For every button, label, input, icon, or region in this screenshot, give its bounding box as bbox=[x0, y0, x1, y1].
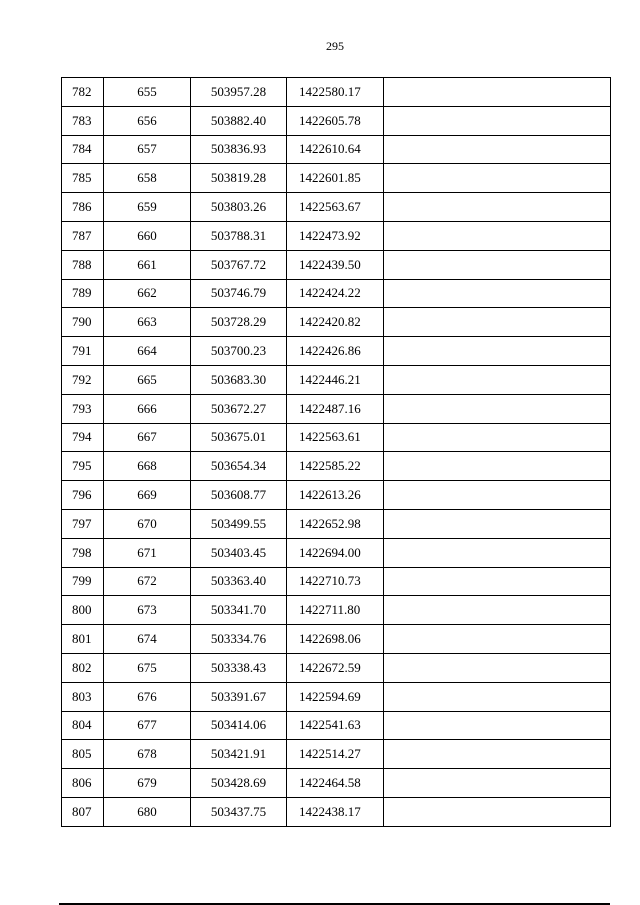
table-row bbox=[62, 250, 611, 279]
cell-row-index: 807 bbox=[62, 797, 104, 826]
table-row bbox=[62, 625, 611, 654]
cell-x-coordinate: 503882.40 bbox=[191, 106, 287, 135]
cell-y-coordinate: 1422580.17 bbox=[287, 78, 384, 107]
cell-point-number: 677 bbox=[104, 711, 191, 740]
cell-x-coordinate: 503675.01 bbox=[191, 423, 287, 452]
cell-y-coordinate: 1422541.63 bbox=[287, 711, 384, 740]
cell-row-index: 787 bbox=[62, 221, 104, 250]
cell-x-coordinate: 503803.26 bbox=[191, 193, 287, 222]
table-row bbox=[62, 135, 611, 164]
table-row bbox=[62, 337, 611, 366]
cell-row-index: 791 bbox=[62, 337, 104, 366]
cell-note bbox=[384, 221, 611, 250]
cell-row-index: 799 bbox=[62, 567, 104, 596]
cell-y-coordinate: 1422613.26 bbox=[287, 481, 384, 510]
cell-point-number: 657 bbox=[104, 135, 191, 164]
cell-row-index: 798 bbox=[62, 538, 104, 567]
cell-note bbox=[384, 711, 611, 740]
table-row bbox=[62, 452, 611, 481]
cell-row-index: 788 bbox=[62, 250, 104, 279]
cell-note bbox=[384, 423, 611, 452]
cell-point-number: 671 bbox=[104, 538, 191, 567]
cell-note bbox=[384, 740, 611, 769]
cell-x-coordinate: 503767.72 bbox=[191, 250, 287, 279]
cell-x-coordinate: 503414.06 bbox=[191, 711, 287, 740]
cell-row-index: 804 bbox=[62, 711, 104, 740]
cell-row-index: 784 bbox=[62, 135, 104, 164]
cell-note bbox=[384, 106, 611, 135]
cell-point-number: 673 bbox=[104, 596, 191, 625]
cell-row-index: 797 bbox=[62, 509, 104, 538]
cell-x-coordinate: 503654.34 bbox=[191, 452, 287, 481]
table-row bbox=[62, 769, 611, 798]
cell-y-coordinate: 1422698.06 bbox=[287, 625, 384, 654]
cell-y-coordinate: 1422711.80 bbox=[287, 596, 384, 625]
cell-x-coordinate: 503608.77 bbox=[191, 481, 287, 510]
table-row bbox=[62, 538, 611, 567]
table-body bbox=[62, 78, 611, 827]
cell-row-index: 782 bbox=[62, 78, 104, 107]
cell-row-index: 796 bbox=[62, 481, 104, 510]
cell-note bbox=[384, 337, 611, 366]
cell-y-coordinate: 1422439.50 bbox=[287, 250, 384, 279]
cell-y-coordinate: 1422563.61 bbox=[287, 423, 384, 452]
cell-row-index: 790 bbox=[62, 308, 104, 337]
cell-y-coordinate: 1422710.73 bbox=[287, 567, 384, 596]
cell-y-coordinate: 1422585.22 bbox=[287, 452, 384, 481]
cell-y-coordinate: 1422420.82 bbox=[287, 308, 384, 337]
cell-x-coordinate: 503836.93 bbox=[191, 135, 287, 164]
table-row bbox=[62, 711, 611, 740]
cell-x-coordinate: 503428.69 bbox=[191, 769, 287, 798]
cell-point-number: 674 bbox=[104, 625, 191, 654]
cell-y-coordinate: 1422610.64 bbox=[287, 135, 384, 164]
cell-note bbox=[384, 596, 611, 625]
table-row bbox=[62, 653, 611, 682]
table-row bbox=[62, 423, 611, 452]
page-number: 295 bbox=[326, 39, 344, 53]
cell-point-number: 669 bbox=[104, 481, 191, 510]
cell-note bbox=[384, 481, 611, 510]
table-row bbox=[62, 481, 611, 510]
cell-note bbox=[384, 78, 611, 107]
cell-note bbox=[384, 365, 611, 394]
cell-point-number: 679 bbox=[104, 769, 191, 798]
cell-point-number: 680 bbox=[104, 797, 191, 826]
cell-x-coordinate: 503338.43 bbox=[191, 653, 287, 682]
cell-row-index: 792 bbox=[62, 365, 104, 394]
cell-y-coordinate: 1422563.67 bbox=[287, 193, 384, 222]
cell-y-coordinate: 1422424.22 bbox=[287, 279, 384, 308]
cell-x-coordinate: 503683.30 bbox=[191, 365, 287, 394]
cell-row-index: 803 bbox=[62, 682, 104, 711]
cell-y-coordinate: 1422694.00 bbox=[287, 538, 384, 567]
cell-note bbox=[384, 135, 611, 164]
cell-x-coordinate: 503403.45 bbox=[191, 538, 287, 567]
cell-x-coordinate: 503728.29 bbox=[191, 308, 287, 337]
cell-x-coordinate: 503499.55 bbox=[191, 509, 287, 538]
cell-note bbox=[384, 509, 611, 538]
cell-point-number: 664 bbox=[104, 337, 191, 366]
cell-note bbox=[384, 653, 611, 682]
cell-note bbox=[384, 538, 611, 567]
cell-row-index: 789 bbox=[62, 279, 104, 308]
cell-point-number: 656 bbox=[104, 106, 191, 135]
table-row bbox=[62, 596, 611, 625]
cell-x-coordinate: 503746.79 bbox=[191, 279, 287, 308]
cell-point-number: 668 bbox=[104, 452, 191, 481]
cell-x-coordinate: 503700.23 bbox=[191, 337, 287, 366]
cell-x-coordinate: 503672.27 bbox=[191, 394, 287, 423]
cell-point-number: 662 bbox=[104, 279, 191, 308]
cell-note bbox=[384, 250, 611, 279]
cell-row-index: 785 bbox=[62, 164, 104, 193]
table-row bbox=[62, 365, 611, 394]
cell-row-index: 786 bbox=[62, 193, 104, 222]
cell-point-number: 672 bbox=[104, 567, 191, 596]
cell-note bbox=[384, 769, 611, 798]
table-row bbox=[62, 106, 611, 135]
cell-y-coordinate: 1422426.86 bbox=[287, 337, 384, 366]
cell-y-coordinate: 1422601.85 bbox=[287, 164, 384, 193]
cell-x-coordinate: 503957.28 bbox=[191, 78, 287, 107]
cell-row-index: 806 bbox=[62, 769, 104, 798]
table-row bbox=[62, 394, 611, 423]
cell-y-coordinate: 1422652.98 bbox=[287, 509, 384, 538]
coordinates-table bbox=[61, 77, 611, 827]
cell-y-coordinate: 1422473.92 bbox=[287, 221, 384, 250]
cell-note bbox=[384, 567, 611, 596]
cell-note bbox=[384, 394, 611, 423]
table-row bbox=[62, 740, 611, 769]
table-row bbox=[62, 509, 611, 538]
cell-x-coordinate: 503363.40 bbox=[191, 567, 287, 596]
cell-point-number: 678 bbox=[104, 740, 191, 769]
cell-y-coordinate: 1422438.17 bbox=[287, 797, 384, 826]
cell-note bbox=[384, 279, 611, 308]
cell-point-number: 666 bbox=[104, 394, 191, 423]
cell-note bbox=[384, 797, 611, 826]
cell-note bbox=[384, 164, 611, 193]
cell-point-number: 667 bbox=[104, 423, 191, 452]
cell-point-number: 658 bbox=[104, 164, 191, 193]
cell-row-index: 783 bbox=[62, 106, 104, 135]
cell-y-coordinate: 1422464.58 bbox=[287, 769, 384, 798]
cell-x-coordinate: 503819.28 bbox=[191, 164, 287, 193]
cell-x-coordinate: 503421.91 bbox=[191, 740, 287, 769]
cell-y-coordinate: 1422446.21 bbox=[287, 365, 384, 394]
cell-row-index: 805 bbox=[62, 740, 104, 769]
cell-y-coordinate: 1422594.69 bbox=[287, 682, 384, 711]
table-row bbox=[62, 682, 611, 711]
cell-x-coordinate: 503341.70 bbox=[191, 596, 287, 625]
cell-y-coordinate: 1422605.78 bbox=[287, 106, 384, 135]
table-row bbox=[62, 308, 611, 337]
cell-point-number: 655 bbox=[104, 78, 191, 107]
cell-row-index: 794 bbox=[62, 423, 104, 452]
table-row bbox=[62, 279, 611, 308]
cell-row-index: 793 bbox=[62, 394, 104, 423]
cell-note bbox=[384, 625, 611, 654]
table-row bbox=[62, 78, 611, 107]
cell-y-coordinate: 1422514.27 bbox=[287, 740, 384, 769]
cell-row-index: 800 bbox=[62, 596, 104, 625]
cell-point-number: 663 bbox=[104, 308, 191, 337]
cell-row-index: 801 bbox=[62, 625, 104, 654]
table-row bbox=[62, 221, 611, 250]
cell-point-number: 660 bbox=[104, 221, 191, 250]
cell-point-number: 675 bbox=[104, 653, 191, 682]
cell-note bbox=[384, 452, 611, 481]
cell-x-coordinate: 503437.75 bbox=[191, 797, 287, 826]
table-row bbox=[62, 567, 611, 596]
cell-y-coordinate: 1422672.59 bbox=[287, 653, 384, 682]
cell-x-coordinate: 503334.76 bbox=[191, 625, 287, 654]
cell-point-number: 665 bbox=[104, 365, 191, 394]
cell-point-number: 659 bbox=[104, 193, 191, 222]
cell-row-index: 802 bbox=[62, 653, 104, 682]
cell-x-coordinate: 503391.67 bbox=[191, 682, 287, 711]
cell-note bbox=[384, 193, 611, 222]
cell-point-number: 661 bbox=[104, 250, 191, 279]
cell-y-coordinate: 1422487.16 bbox=[287, 394, 384, 423]
cell-row-index: 795 bbox=[62, 452, 104, 481]
cell-note bbox=[384, 682, 611, 711]
cell-point-number: 670 bbox=[104, 509, 191, 538]
table-row bbox=[62, 164, 611, 193]
table-row bbox=[62, 193, 611, 222]
cell-note bbox=[384, 308, 611, 337]
cell-x-coordinate: 503788.31 bbox=[191, 221, 287, 250]
table-row bbox=[62, 797, 611, 826]
cell-point-number: 676 bbox=[104, 682, 191, 711]
